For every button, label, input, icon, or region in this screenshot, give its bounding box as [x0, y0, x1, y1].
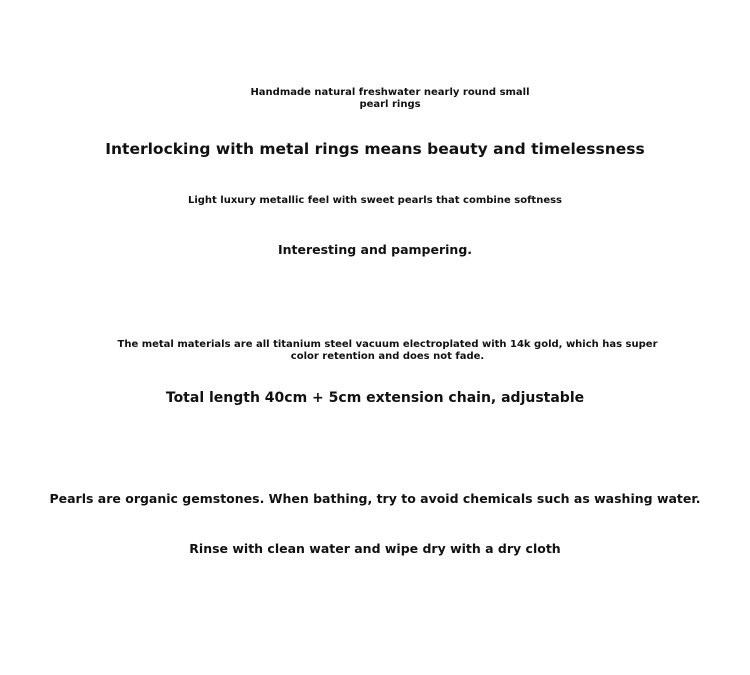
headline-text: Interlocking with metal rings means beauty and timelessness	[105, 140, 645, 158]
product-title: Handmade natural freshwater nearly round small pearl rings	[250, 87, 530, 110]
materials-description: The metal materials are all titanium steel vacuum electroplated with 14k gold, which has super color retention and does not fade.	[117, 339, 658, 362]
length-spec: Total length 40cm + 5cm extension chain, adjustable	[165, 390, 585, 406]
feel-description: Light luxury metallic feel with sweet pearls that combine softness	[187, 195, 563, 206]
care-instructions: Pearls are organic gemstones. When bathing, try to avoid chemicals such as washing water.	[49, 491, 701, 506]
rinse-instructions: Rinse with clean water and wipe dry with a dry cloth	[189, 541, 561, 556]
pampering-text: Interesting and pampering.	[277, 242, 473, 257]
